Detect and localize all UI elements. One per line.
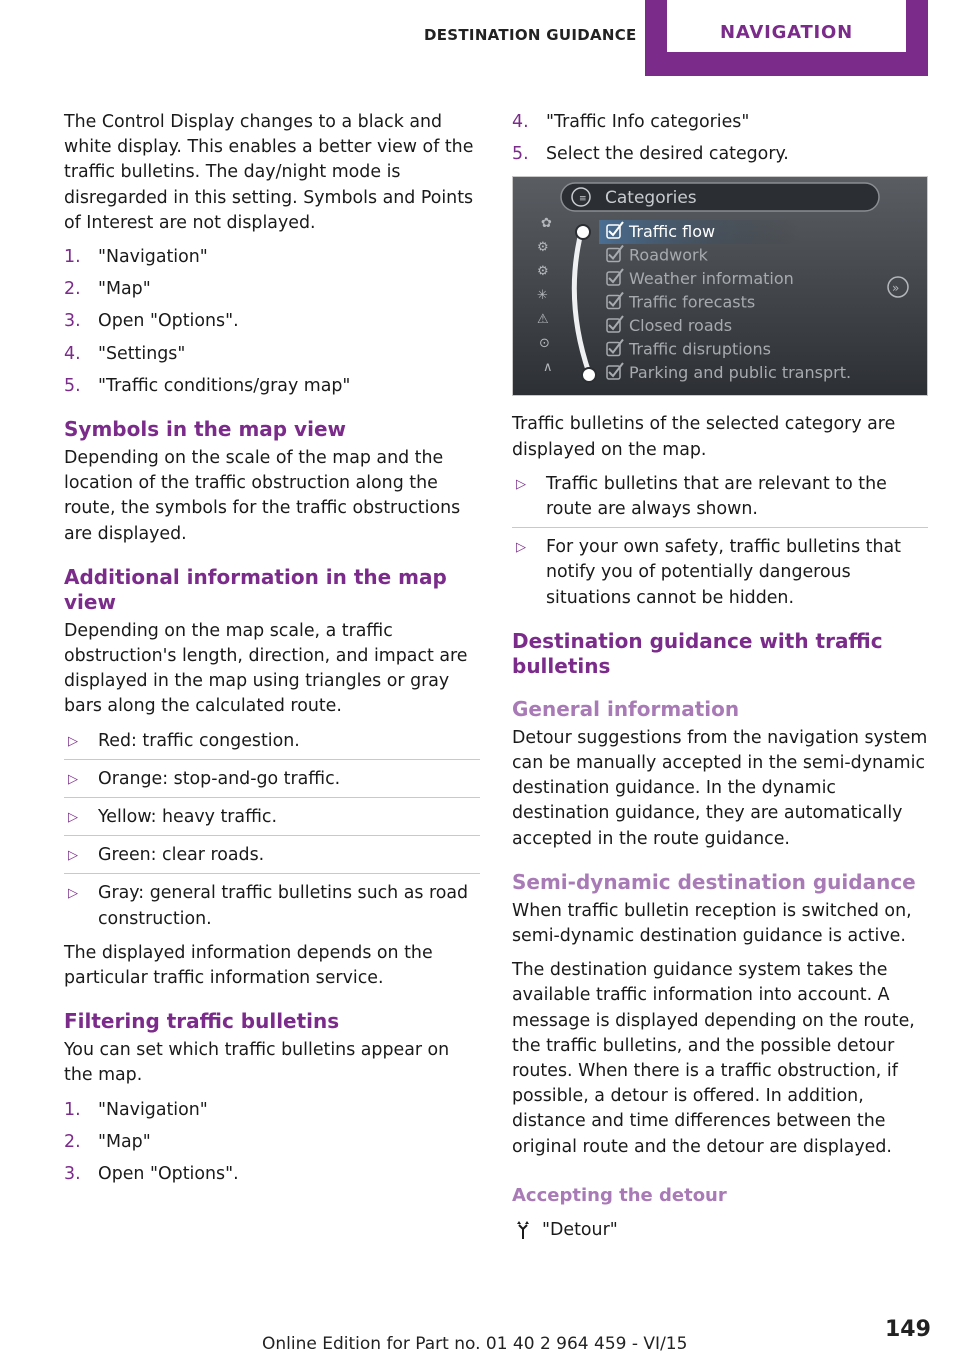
right-column — [512, 110, 928, 1243]
bullet-triangle-icon: ▷ — [68, 886, 78, 902]
displayed-info-paragraph: The displayed information depends on the particular traffic information service. — [64, 942, 433, 989]
step-item — [512, 110, 928, 135]
step-number: 5. — [512, 144, 529, 165]
filter-paragraph: You can set which traffic bulletins appear on the map. — [64, 1040, 450, 1086]
side-icon-6: ⊙ — [539, 336, 550, 352]
left-column — [64, 110, 480, 1196]
general-heading: General information — [512, 696, 740, 721]
step-number: 3. — [64, 1164, 81, 1185]
step-number: 2. — [64, 1131, 81, 1152]
categories-screenshot — [512, 176, 928, 396]
control-display-graphic — [513, 177, 928, 396]
semi-dynamic-heading: Semi-dynamic destination guidance — [512, 869, 916, 894]
detour-label: "Detour" — [542, 1219, 618, 1240]
additional-heading: Additional information in the map view — [64, 564, 447, 614]
step-number: 1. — [64, 247, 81, 268]
steps-list-2 — [64, 1098, 480, 1188]
selection-dot-top — [576, 225, 590, 239]
svg-text:»: » — [892, 281, 900, 296]
bulletins-list — [512, 472, 928, 611]
symbols-paragraph: Depending on the scale of the map and the location of the traffic obstruction along the route, the symbols for the traffic obstructions are displayed. — [64, 448, 461, 544]
chapter-title: NAVIGATION — [719, 22, 854, 43]
bullet-triangle-icon: ▷ — [516, 476, 526, 492]
step-text: Select the desired category. — [546, 144, 789, 165]
bulletins-paragraph: Traffic bulletins of the selected category are displayed on the map. — [512, 414, 896, 460]
bullet-text: Gray: general traffic bulletins such as road construction. — [98, 883, 469, 929]
category-label[interactable]: Roadwork — [629, 245, 708, 265]
bullet-item — [64, 805, 480, 836]
detour-option — [512, 1218, 928, 1243]
category-label[interactable]: Traffic forecasts — [629, 292, 756, 312]
step-number: 4. — [64, 343, 81, 364]
semi-dynamic-paragraph-2: The destination guidance system takes the available traffic information into account. A message is displayed depending on the route, the traffic bulletins, and the possible detour routes. When there is a traffic obstruction, if possible, a detour is offered. In addition, distance and time differences between the original route and the detour are displayed. — [512, 960, 915, 1157]
intro-paragraph: The Control Display changes to a black and white display. This enables a better view of the traffic bulletins. The day/night mode is disregarded in this setting. Symbols and Points of Interest are not displayed. — [64, 112, 474, 233]
step-text: "Map" — [98, 279, 151, 300]
side-icon-4: ✳ — [537, 288, 548, 304]
category-label[interactable]: Weather information — [629, 269, 794, 289]
symbols-heading: Symbols in the map view — [64, 417, 346, 442]
header-section-title: DESTINATION GUIDANCE — [424, 26, 637, 44]
step-item — [64, 309, 480, 334]
chapter-tab — [645, 0, 928, 76]
steps-list-3 — [512, 110, 928, 167]
filter-heading: Filtering traffic bulletins — [64, 1009, 340, 1034]
bullet-text: Yellow: heavy traffic. — [98, 807, 277, 828]
bullet-text: Orange: stop-and-go traffic. — [98, 768, 341, 789]
step-item — [512, 142, 928, 167]
step-text: Open "Options". — [98, 311, 239, 332]
general-paragraph: Detour suggestions from the navigation system can be manually accepted in the semi-dynamic destination guidance. In the dynamic destination guidance, they are automatically accepted in the route guidance. — [512, 727, 928, 849]
bullet-item — [512, 472, 928, 528]
step-text: "Navigation" — [98, 247, 208, 268]
step-number: 2. — [64, 279, 81, 300]
guidance-heading: Destination guidance with traffic bulletins — [512, 628, 883, 678]
step-text: "Traffic conditions/gray map" — [98, 375, 351, 396]
category-label[interactable]: Parking and public transprt. — [629, 363, 852, 383]
bullet-text: Green: clear roads. — [98, 845, 265, 866]
bullet-item — [64, 843, 480, 874]
bullet-text: Red: traffic congestion. — [98, 730, 300, 751]
side-icon-7: ∧ — [543, 360, 553, 376]
bullet-item — [64, 729, 480, 760]
side-icon-3: ⚙ — [537, 264, 549, 280]
step-number: 1. — [64, 1099, 81, 1120]
step-text: "Settings" — [98, 343, 186, 364]
step-text: "Navigation" — [98, 1099, 208, 1120]
bullet-item — [64, 767, 480, 798]
semi-dynamic-paragraph-1: When traffic bulletin reception is switched on, semi-dynamic destination guidance is active. — [512, 900, 912, 947]
bullet-triangle-icon: ▷ — [516, 540, 526, 556]
step-number: 4. — [512, 112, 529, 132]
step-item — [64, 1130, 480, 1155]
bullet-triangle-icon: ▷ — [68, 733, 78, 749]
bullet-triangle-icon: ▷ — [68, 771, 78, 787]
bullet-item — [64, 881, 480, 931]
step-text: Open "Options". — [98, 1164, 239, 1185]
accept-detour-heading: Accepting the detour — [512, 1184, 727, 1206]
step-item — [64, 277, 480, 302]
category-label[interactable]: Traffic disruptions — [629, 339, 771, 359]
step-text: "Map" — [98, 1131, 151, 1152]
page-number: 149 — [885, 1317, 931, 1342]
color-legend-list — [64, 729, 480, 932]
bullet-text: Traffic bulletins that are relevant to the route are always shown. — [546, 473, 887, 520]
bullet-item — [512, 535, 928, 611]
steps-list-1 — [64, 245, 480, 399]
step-item — [64, 245, 480, 270]
bullet-triangle-icon: ▷ — [68, 848, 78, 864]
side-icon-5: ⚠ — [537, 312, 549, 328]
bullet-text: For your own safety, traffic bulletins that notify you of potentially dangerous situations cannot be hidden. — [546, 537, 901, 608]
step-item — [64, 1098, 480, 1123]
step-number: 5. — [64, 375, 81, 396]
side-icon-2: ⚙ — [537, 240, 549, 256]
bullet-triangle-icon: ▷ — [68, 810, 78, 826]
category-label[interactable]: Traffic flow — [629, 222, 716, 242]
footer-edition: Online Edition for Part no. 01 40 2 964 459 - VI/15 — [262, 1334, 688, 1354]
additional-paragraph: Depending on the map scale, a traffic obstruction's length, direction, and impact are displayed in the map using triangles or gray bars along the calculated route. — [64, 620, 468, 717]
step-item — [64, 374, 480, 399]
step-text: "Traffic Info categories" — [546, 112, 750, 132]
screen-title: Categories — [605, 188, 697, 209]
svg-text:≡: ≡ — [579, 194, 587, 205]
step-number: 3. — [64, 311, 81, 332]
step-item — [64, 1162, 480, 1187]
category-label[interactable]: Closed roads — [629, 316, 733, 336]
side-icon-1: ✿ — [541, 216, 552, 232]
detour-icon — [516, 1220, 530, 1240]
chapter-tab-inner — [667, 0, 906, 52]
selection-dot-bottom — [582, 368, 596, 382]
step-item — [64, 342, 480, 367]
